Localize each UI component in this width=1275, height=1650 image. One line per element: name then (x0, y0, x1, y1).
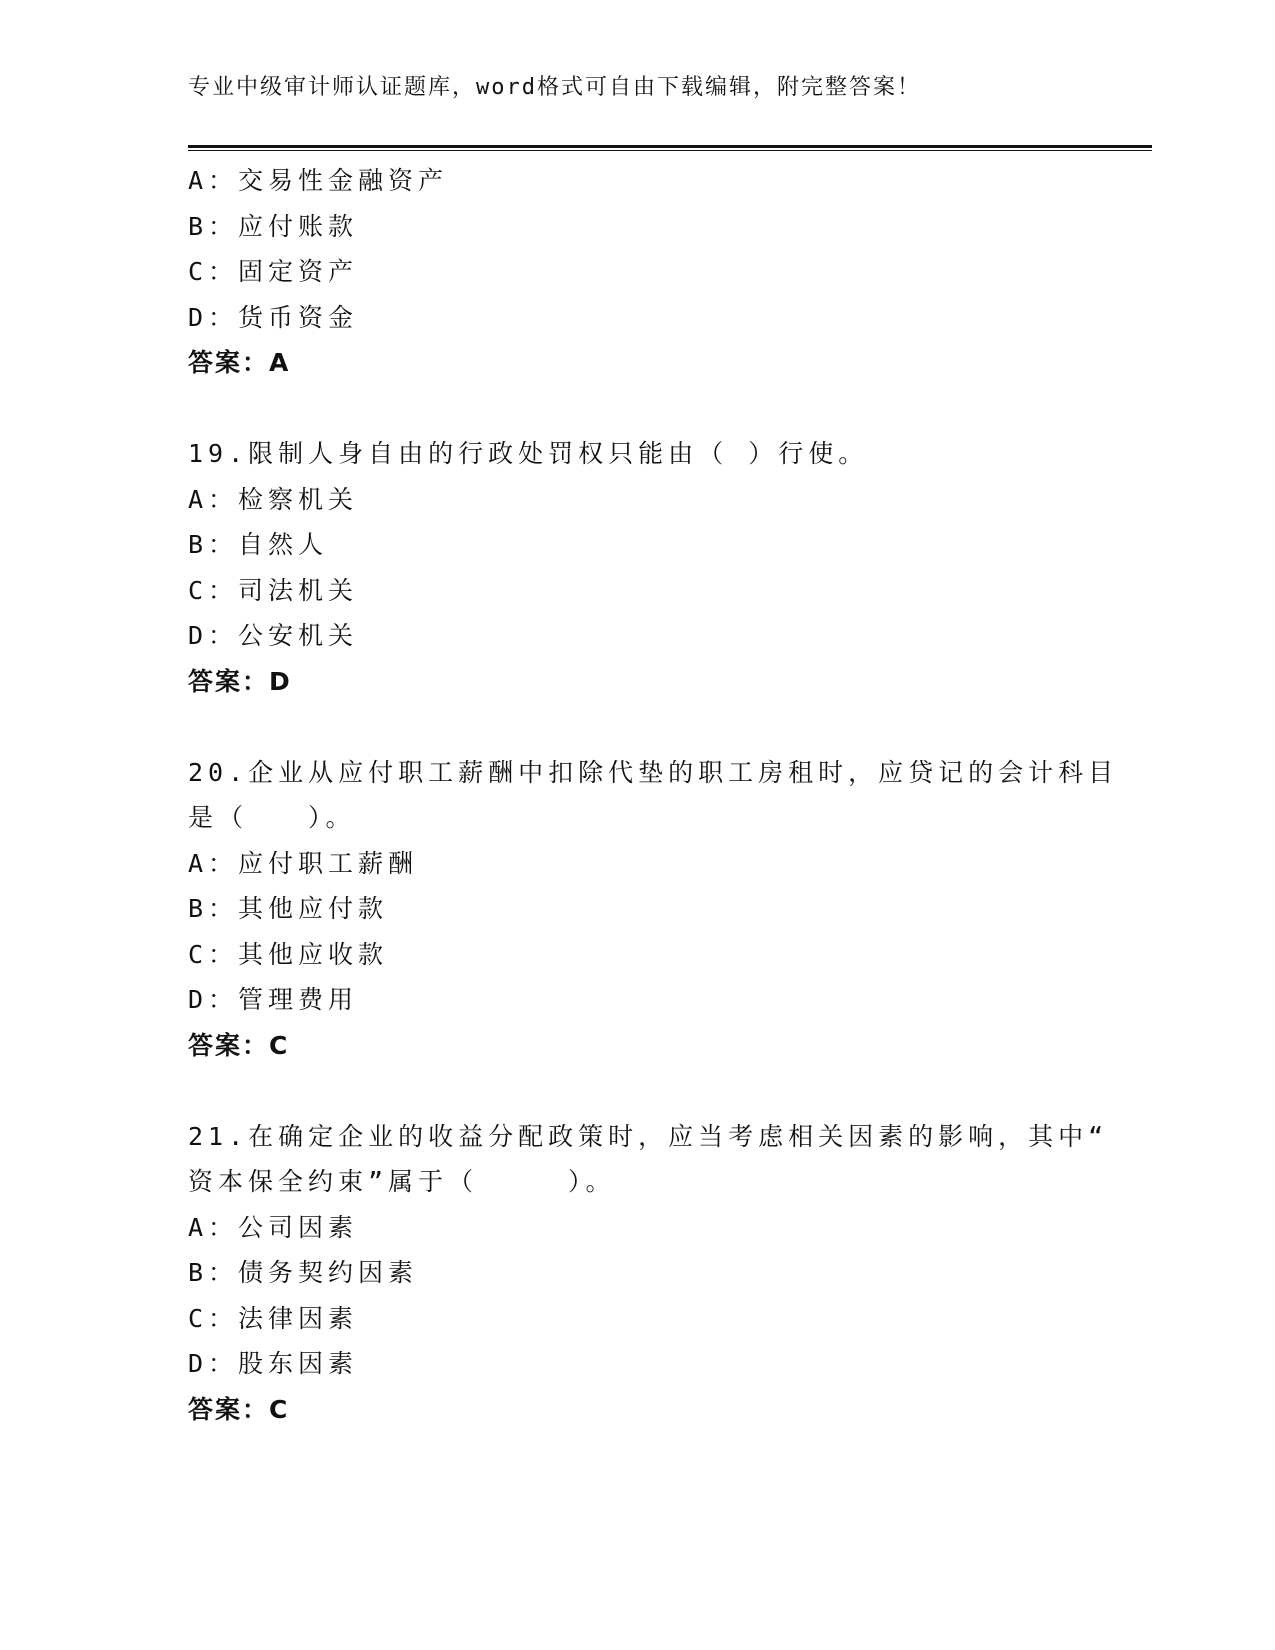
header-rule-thick (188, 145, 1152, 148)
option-c: C：司法机关 (188, 575, 359, 605)
option-c: C：法律因素 (188, 1303, 359, 1333)
option-a: A：应付职工薪酬 (188, 848, 419, 878)
question-20 (188, 750, 1119, 1069)
answer: 答案：A (188, 348, 291, 377)
option-a: A：检察机关 (188, 484, 359, 514)
option-c: C：其他应收款 (188, 939, 389, 969)
question-stem: 21.在确定企业的收益分配政策时，应当考虑相关因素的影响，其中“ (188, 1121, 1109, 1151)
option-b: B：自然人 (188, 530, 329, 559)
option-b: B：应付账款 (188, 211, 359, 241)
option-a: A：公司因素 (188, 1212, 359, 1242)
spacer (188, 1068, 1088, 1114)
answer: 答案：C (188, 1030, 290, 1060)
question-19 (188, 431, 1088, 704)
option-b: B：其他应付款 (188, 894, 389, 923)
option-d: D：公安机关 (188, 621, 359, 650)
question-stem-continued: 资本保全约束”属于（ ）。 (188, 1167, 616, 1196)
option-d: D：管理费用 (188, 985, 359, 1014)
question-stem: 19.限制人身自由的行政处罚权只能由（ ）行使。 (188, 439, 869, 468)
option-b: B：债务契约因素 (188, 1258, 419, 1287)
question-21 (188, 1114, 1109, 1433)
option-d: D：股东因素 (188, 1349, 359, 1378)
question-stem: 20.企业从应付职工薪酬中扣除代垫的职工房租时，应贷记的会计科目 (188, 757, 1119, 787)
answer: 答案：C (188, 1394, 290, 1424)
option-d: D：货币资金 (188, 302, 359, 332)
answer: 答案：D (188, 666, 292, 696)
question-18 (188, 158, 1088, 386)
question-list (188, 158, 1119, 1432)
header-rule-thin (188, 150, 1152, 151)
option-c: C：固定资产 (188, 257, 359, 286)
spacer (188, 704, 1088, 750)
spacer (188, 386, 1088, 432)
option-a: A：交易性金融资产 (188, 166, 449, 195)
question-stem-continued: 是（ ）。 (188, 803, 356, 832)
page-header: 专业中级审计师认证题库，word格式可自由下载编辑，附完整答案！ (188, 75, 921, 100)
